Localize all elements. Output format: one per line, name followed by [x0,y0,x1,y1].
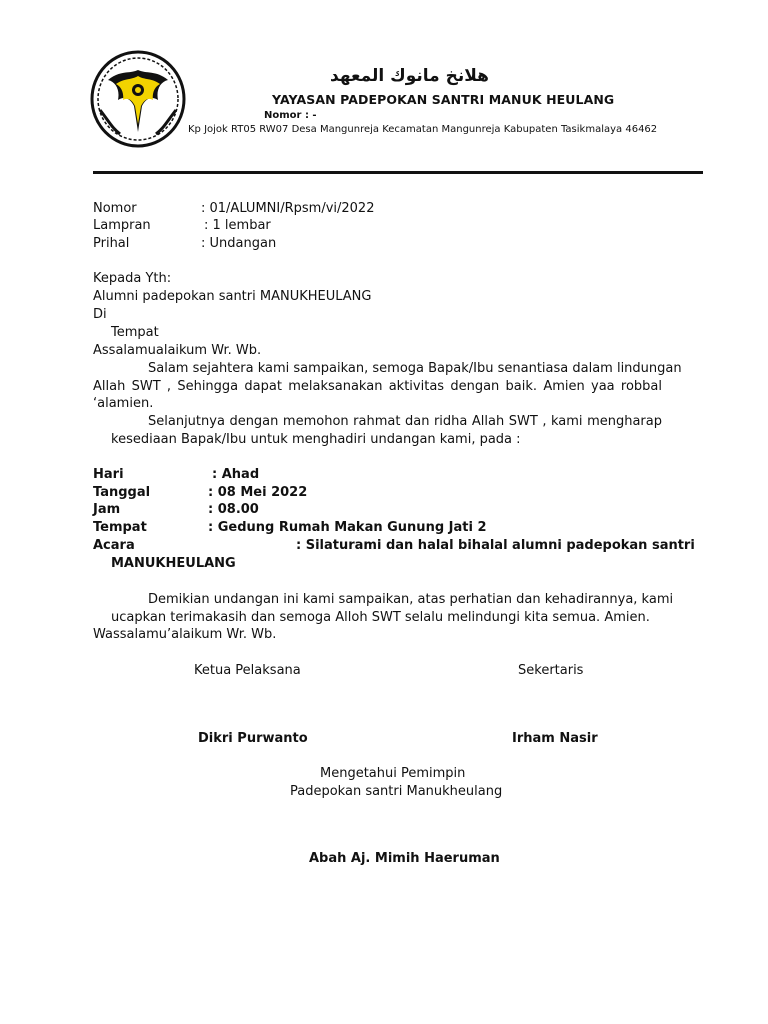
mengetahui-org: Padepokan santri Manukheulang [290,784,503,799]
jam-label: Jam [93,502,121,517]
greeting: Assalamualaikum Wr. Wb. [93,343,262,358]
tanggal-label: Tanggal [93,485,151,500]
recipient-tempat: Tempat [111,325,159,340]
body-p2-line1: Selanjutnya dengan memohon rahmat dan ridha Allah SWT , kami mengharap [148,414,662,429]
leader-name: Abah Aj. Mimih Haeruman [309,851,500,866]
acara-value: : Silaturami dan halal bihalal alumni padepokan santri [296,538,695,553]
tempat-value: : Gedung Rumah Makan Gunung Jati 2 [208,520,487,535]
right-signer-title: Sekertaris [518,663,584,678]
right-signer-name: Irham Nasir [512,731,598,746]
mengetahui-text: Mengetahui Pemimpin [320,766,466,781]
lampiran-label: Lampran [93,218,151,233]
body-p1-line1: Salam sejahtera kami sampaikan, semoga Bapak/Ibu senantiasa dalam lindungan [148,361,682,376]
perihal-value: : Undangan [201,236,277,251]
acara-value-cont: MANUKHEULANG [111,556,236,571]
jam-value: : 08.00 [208,502,259,517]
body-p1-line3: ‘alamien. [93,396,154,411]
nomor-label: Nomor [93,201,137,216]
arabic-title: هلانخ مانوك المعهد [330,66,489,86]
header-divider [93,171,703,174]
acara-label: Acara [93,538,135,553]
lampiran-value: : 1 lembar [204,218,271,233]
address: Kp Jojok RT05 RW07 Desa Mangunreja Kecamatan Mangunreja Kabupaten Tasikmalaya 46462 [188,124,658,135]
nomor-value: : 01/ALUMNI/Rpsm/vi/2022 [201,201,375,216]
org-name: YAYASAN PADEPOKAN SANTRI MANUK HEULANG [272,92,615,107]
left-signer-title: Ketua Pelaksana [194,663,301,678]
recipient-di: Di [93,307,107,322]
perihal-label: Prihal [93,236,130,251]
closing-line1: Demikian undangan ini kami sampaikan, atas perhatian dan kehadirannya, kami [148,592,674,607]
hari-value: : Ahad [212,467,260,482]
body-p2-line2: kesediaan Bapak/Ibu untuk menghadiri undangan kami, pada : [111,432,521,447]
kepada-text: Kepada Yth: [93,271,172,286]
body-p1-line2: Allah SWT , Sehingga dapat melaksanakan aktivitas dengan baik. Amien yaa robbal [93,379,662,394]
left-signer-name: Dikri Purwanto [198,731,308,746]
recipient-name: Alumni padepokan santri MANUKHEULANG [93,289,372,304]
hari-label: Hari [93,467,124,482]
closing-salam: Wassalamu’alaikum Wr. Wb. [93,627,277,642]
eagle-emblem-icon [90,50,186,148]
header-nomor: Nomor : - [264,110,317,121]
tempat-label: Tempat [93,520,147,535]
tanggal-value: : 08 Mei 2022 [208,485,308,500]
closing-line2: ucapkan terimakasih dan semoga Alloh SWT selalu melindungi kita semua. Amien. [111,610,650,625]
